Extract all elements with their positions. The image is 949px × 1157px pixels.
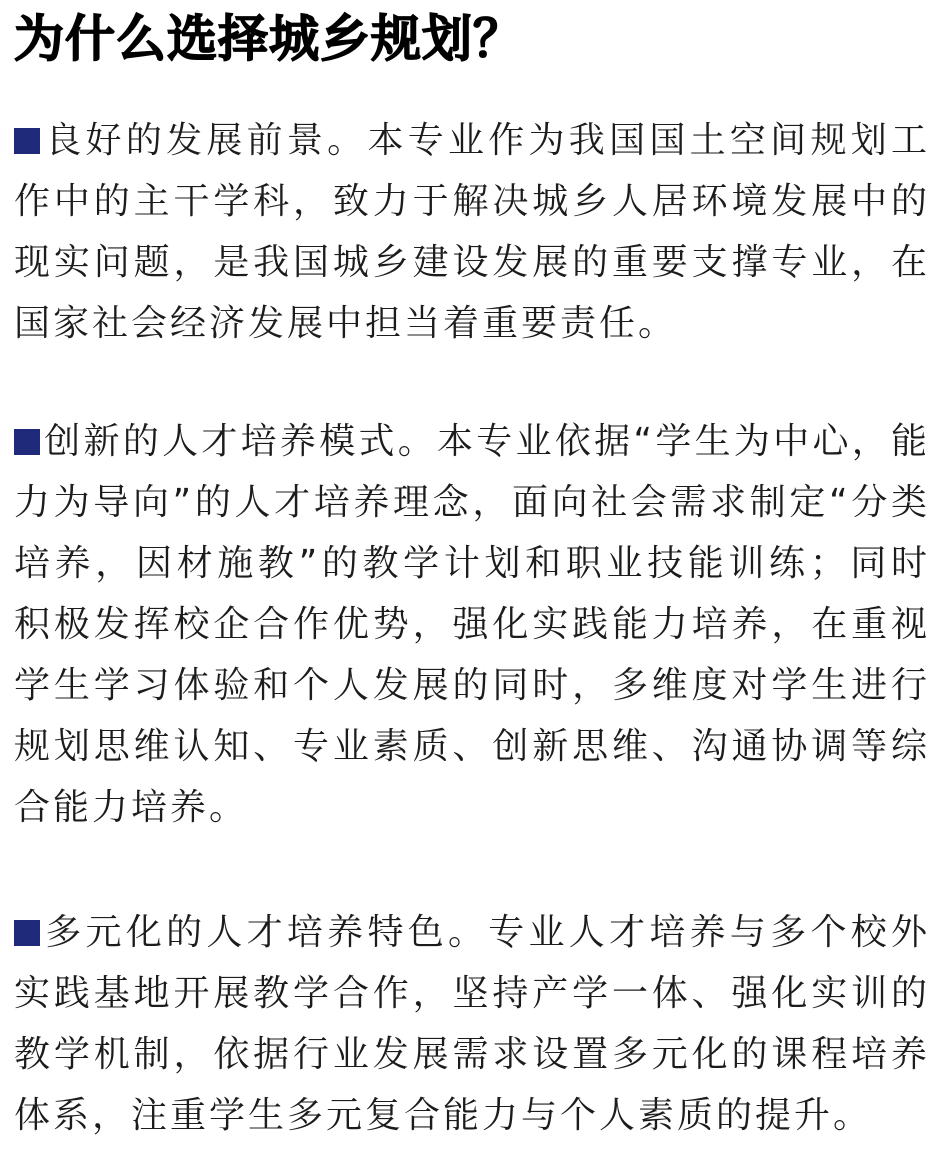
paragraph-training-features (14, 902, 930, 1146)
square-bullet-icon (14, 920, 40, 946)
paragraph-training-model (14, 411, 930, 838)
page-title: 为什么选择城乡规划？ (14, 10, 524, 68)
paragraph-text: 创新的人才培养模式。本专业依据“学生为中心，能力为导向”的人才培养理念，面向社会需求制定“分类培养，因材施教”的教学计划和职业技能训练；同时积极发挥校企合作优势，强化实践能力培养，在重视学生学习体验和个人发展的同时，多维度对学生进行规划思维认知、专业素质、创新思维、沟通协调等综合能力培养。 (14, 421, 930, 828)
paragraph-text: 良好的发展前景。本专业作为我国国土空间规划工作中的主干学科，致力于解决城乡人居环境发展中的现实问题，是我国城乡建设发展的重要支撑专业，在国家社会经济发展中担当着重要责任。 (14, 120, 930, 344)
paragraph-development-prospects (14, 110, 930, 354)
paragraph-text: 多元化的人才培养特色。专业人才培养与多个校外实践基地开展教学合作，坚持产学一体、强化实训的教学机制，依据行业发展需求设置多元化的课程培养体系，注重学生多元复合能力与个人素质的提升。 (14, 912, 930, 1136)
square-bullet-icon (14, 128, 40, 154)
square-bullet-icon (14, 429, 40, 455)
